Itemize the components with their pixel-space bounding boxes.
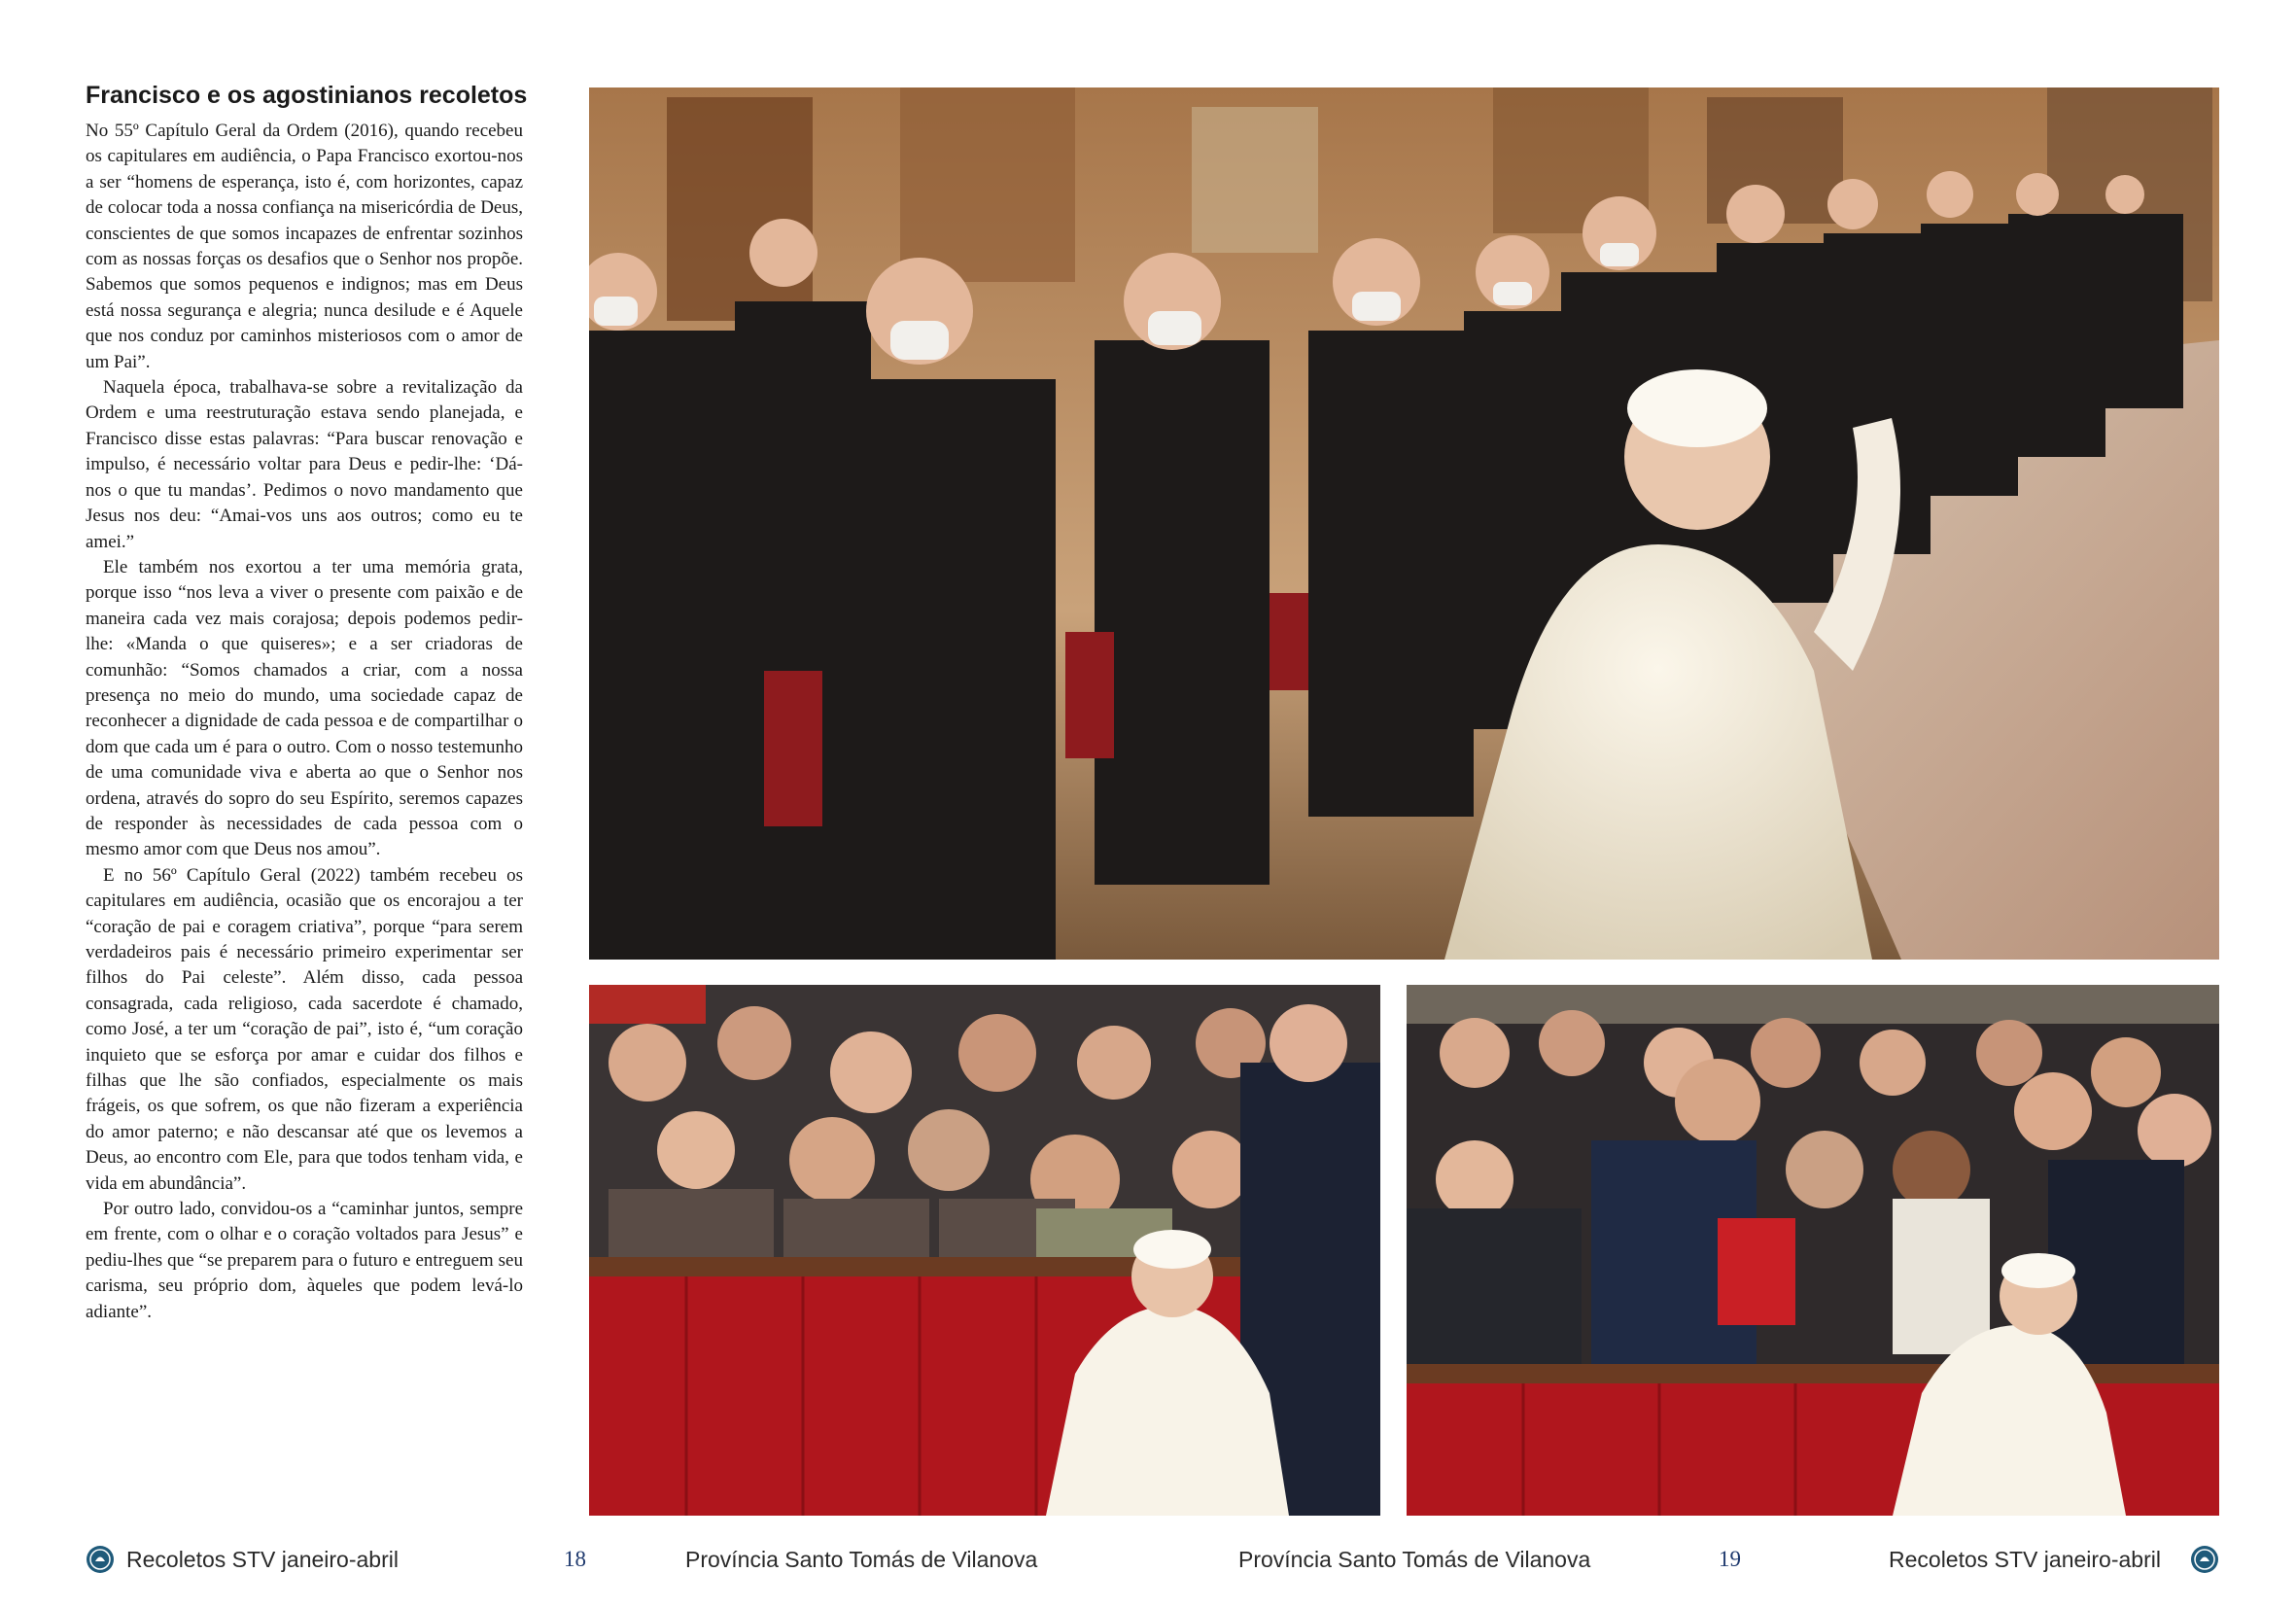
recoletos-logo-icon (86, 1545, 115, 1574)
recoletos-logo-icon (2190, 1545, 2219, 1574)
footer-page-number-left: 18 (564, 1547, 586, 1571)
article-paragraph: Ele também nos exortou a ter uma memória grata, porque isso “nos leva a viver o presente com paixão e de maneira cada vez mais corajosa; depois podemos pedir-lhe: «Manda o que quiseres»; e a ser criadoras de comunhão: “Somos chamados a criar, com a nossa presença no meio do mundo, uma sociedade capaz de reconhecer a dignidade de cada pessoa e de compartilhar o dom que cada um é para o outro. Com o nosso testemunho de uma comunidade viva e aberta ao que o Senhor nos ordena, através do sopro do seu Espírito, seremos capazes de responder às necessidades de cada pessoa com o mesmo amor com que Deus nos amou”. (86, 556, 523, 860)
footer-magazine-right: Recoletos STV janeiro-abril (1889, 1547, 2161, 1572)
footer-magazine-left: Recoletos STV janeiro-abril (126, 1547, 399, 1572)
article-paragraph: Por outro lado, convidou-os a “caminhar juntos, sempre em frente, com o olhar e o coração voltados para Jesus” e pediu-lhes que “se preparem para o futuro e entreguem seu carisma, seu próprio dom, àqueles que podem levá-lo adiante”. (86, 1199, 523, 1322)
article-body (86, 119, 523, 1325)
photo-pope-with-friars (589, 87, 2219, 960)
article-heading: Francisco e os agostinianos recoletos (86, 82, 528, 109)
footer-page-number-right: 19 (1719, 1547, 1741, 1571)
article-paragraph: Naquela época, trabalhava-se sobre a revitalização da Ordem e uma reestruturação estava sendo planejada, e Francisco disse estas palavras: “Para buscar renovação e impulso, é necessário voltar para Deus e pedir-lhe: ‘Dá-nos o que tu mandas’. Pedimos o novo mandamento que Jesus nos deu: “Amai-vos uns aos outros; como eu te amei.” (86, 377, 523, 552)
footer-province-right: Província Santo Tomás de Vilanova (1238, 1547, 1591, 1572)
article-paragraph: No 55º Capítulo Geral da Ordem (2016), quando recebeu os capitulares em audiência, o Papa Francisco exortou-nos a ser “homens de esperança, isto é, com horizontes, capaz de colocar toda a nossa confiança na misericórdia de Deus, conscientes de que somos incapazes de enfrentar sozinhos com as nossas forças os desafios que o Senhor nos propõe. Sabemos que somos pequenos e indignos; mas em Deus está nossa segurança e alegria; nunca desilude e é Aquele que nos conduz por caminhos misteriosos com o amor de um Pai”. (86, 121, 523, 372)
footer-province-left: Província Santo Tomás de Vilanova (685, 1547, 1038, 1572)
article-paragraph: E no 56º Capítulo Geral (2022) também recebeu os capitulares em audiência, ocasião que os encorajou a ter “coração de pai e coragem criativa”, porque “para serem verdadeiros pais é necessário primeiro experimentar ser filhos do Pai celeste”. Além disso, cada pessoa consagrada, cada religioso, cada sacerdote é chamado, como José, a ter um “coração de pai”, isto é, “um coração inquieto que se esforça por amar e cuidar dos filhos e filhas que lhe são confiados, especialmente os mais frágeis, os que sofrem, os que não fizeram a experiência do amor paterno; e não descansar até que os levemos a Deus, ao encontro com Ele, para que todos tenham vida, e vida em abundância”. (86, 864, 523, 1194)
photo-pope-greeting-families (1407, 985, 2219, 1516)
photo-pope-greeting-crowd (589, 985, 1380, 1516)
